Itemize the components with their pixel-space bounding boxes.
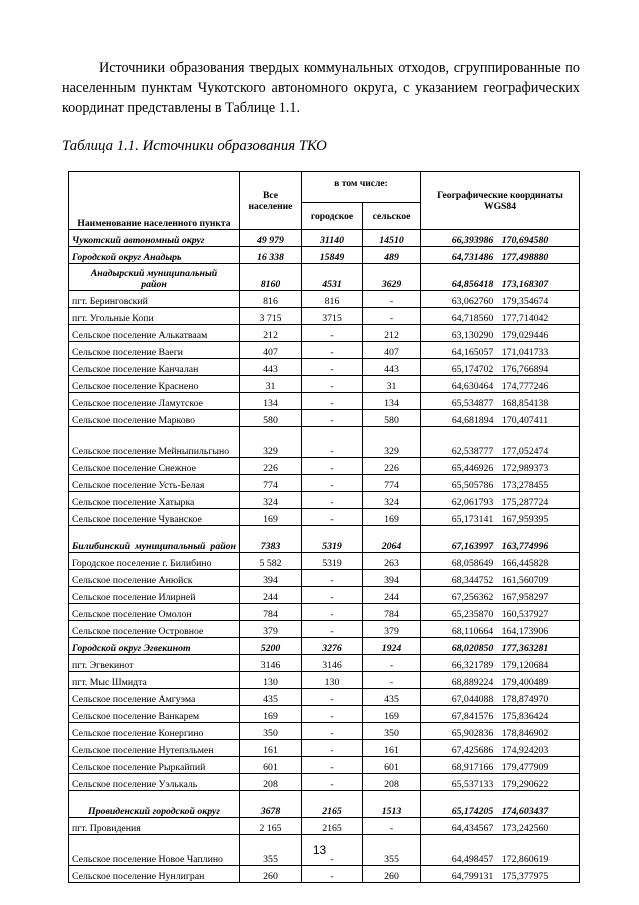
row-coords-cell: 67,256362 167,958297: [421, 587, 580, 604]
table-row: [69, 689, 580, 706]
row-coords-cell: 66,393986 170,694580: [421, 230, 580, 247]
row-name-cell: пгт. Провидения: [69, 818, 240, 835]
row-total-cell: 5 582: [240, 553, 302, 570]
row-rural-cell: 1513: [363, 791, 421, 818]
row-urban-cell: 816: [302, 291, 363, 308]
table-row: [69, 264, 580, 291]
row-urban-cell: 15849: [302, 247, 363, 264]
row-rural-cell: -: [363, 818, 421, 835]
row-name-cell: пгт. Мыс Шмидта: [69, 672, 240, 689]
row-total-cell: 355: [240, 835, 302, 866]
row-urban-cell: -: [302, 689, 363, 706]
row-coords-cell: 65,174205 174,603437: [421, 791, 580, 818]
row-urban-cell: -: [302, 458, 363, 475]
row-name-cell: Городское поселение г. Билибино: [69, 553, 240, 570]
row-urban-cell: 2165: [302, 791, 363, 818]
row-urban-cell: 2165: [302, 818, 363, 835]
row-name-cell: Сельское поселение Нутепэльмен: [69, 740, 240, 757]
header-total: Все население: [240, 172, 302, 230]
table-row: [69, 325, 580, 342]
row-total-cell: 208: [240, 774, 302, 791]
row-name-cell: Сельское поселение Канчалан: [69, 359, 240, 376]
row-total-cell: 226: [240, 458, 302, 475]
header-incl: в том числе:: [302, 172, 421, 203]
row-total-cell: 31: [240, 376, 302, 393]
row-urban-cell: -: [302, 359, 363, 376]
row-rural-cell: -: [363, 291, 421, 308]
row-coords-cell: 64,165057 171,041733: [421, 342, 580, 359]
row-rural-cell: 260: [363, 866, 421, 883]
table-row: [69, 791, 580, 818]
row-total-cell: 134: [240, 393, 302, 410]
row-urban-cell: -: [302, 393, 363, 410]
row-total-cell: 407: [240, 342, 302, 359]
row-name-cell: Сельское поселение Уэлькаль: [69, 774, 240, 791]
row-total-cell: 394: [240, 570, 302, 587]
row-total-cell: 7383: [240, 526, 302, 553]
row-urban-cell: 5319: [302, 553, 363, 570]
row-total-cell: 244: [240, 587, 302, 604]
row-rural-cell: 134: [363, 393, 421, 410]
row-total-cell: 5200: [240, 638, 302, 655]
table-row: [69, 359, 580, 376]
row-rural-cell: -: [363, 672, 421, 689]
row-coords-cell: 64,731486 177,498880: [421, 247, 580, 264]
table-row: [69, 818, 580, 835]
row-urban-cell: -: [302, 587, 363, 604]
row-rural-cell: 14510: [363, 230, 421, 247]
table-row: [69, 866, 580, 883]
row-urban-cell: 5319: [302, 526, 363, 553]
header-coords: Географические координаты WGS84: [421, 172, 580, 230]
row-name-cell: Билибинский муниципальный район: [69, 526, 240, 553]
row-total-cell: 3146: [240, 655, 302, 672]
table-row: [69, 492, 580, 509]
row-coords-cell: 65,235870 160,537927: [421, 604, 580, 621]
row-rural-cell: 329: [363, 427, 421, 458]
row-urban-cell: -: [302, 427, 363, 458]
row-total-cell: 161: [240, 740, 302, 757]
row-rural-cell: 244: [363, 587, 421, 604]
row-rural-cell: 212: [363, 325, 421, 342]
row-name-cell: пгт. Беринговский: [69, 291, 240, 308]
row-urban-cell: -: [302, 757, 363, 774]
row-urban-cell: -: [302, 706, 363, 723]
row-name-cell: Чукотский автономный округ: [69, 230, 240, 247]
table-row: [69, 509, 580, 526]
row-coords-cell: 64,681894 170,407411: [421, 410, 580, 427]
row-urban-cell: -: [302, 475, 363, 492]
row-total-cell: 435: [240, 689, 302, 706]
row-urban-cell: -: [302, 740, 363, 757]
row-total-cell: 324: [240, 492, 302, 509]
row-coords-cell: 68,917166 179,477909: [421, 757, 580, 774]
header-rural: сельское: [363, 203, 421, 230]
row-urban-cell: -: [302, 774, 363, 791]
row-coords-cell: 65,173141 167,959395: [421, 509, 580, 526]
table-row: [69, 291, 580, 308]
row-urban-cell: -: [302, 570, 363, 587]
row-coords-cell: 67,044088 178,874970: [421, 689, 580, 706]
row-urban-cell: -: [302, 509, 363, 526]
table-row: [69, 393, 580, 410]
table-row: [69, 638, 580, 655]
table-caption: Таблица 1.1. Источники образования ТКО: [62, 138, 327, 154]
row-coords-cell: 65,902836 178,846902: [421, 723, 580, 740]
row-urban-cell: 4531: [302, 264, 363, 291]
row-rural-cell: 443: [363, 359, 421, 376]
row-coords-cell: 68,058649 166,445828: [421, 553, 580, 570]
row-rural-cell: 31: [363, 376, 421, 393]
row-coords-cell: 62,061793 175,287724: [421, 492, 580, 509]
row-rural-cell: 263: [363, 553, 421, 570]
row-name-cell: Городской округ Анадырь: [69, 247, 240, 264]
row-name-cell: Сельское поселение Хатырка: [69, 492, 240, 509]
table-row: [69, 308, 580, 325]
row-urban-cell: -: [302, 376, 363, 393]
table-row: [69, 621, 580, 638]
table-row: [69, 230, 580, 247]
row-urban-cell: -: [302, 621, 363, 638]
row-total-cell: 130: [240, 672, 302, 689]
table-row: [69, 458, 580, 475]
row-rural-cell: 3629: [363, 264, 421, 291]
row-coords-cell: 64,718560 177,714042: [421, 308, 580, 325]
table-row: [69, 247, 580, 264]
row-rural-cell: 774: [363, 475, 421, 492]
row-urban-cell: 31140: [302, 230, 363, 247]
row-rural-cell: 350: [363, 723, 421, 740]
row-name-cell: пгт. Эгвекинот: [69, 655, 240, 672]
row-rural-cell: 161: [363, 740, 421, 757]
row-urban-cell: -: [302, 866, 363, 883]
row-total-cell: 169: [240, 706, 302, 723]
row-rural-cell: 435: [363, 689, 421, 706]
row-coords-cell: 63,062760 179,354674: [421, 291, 580, 308]
row-rural-cell: 169: [363, 509, 421, 526]
row-coords-cell: 67,163997 163,774996: [421, 526, 580, 553]
row-name-cell: Сельское поселение Краснено: [69, 376, 240, 393]
row-total-cell: 3 715: [240, 308, 302, 325]
table-row: [69, 410, 580, 427]
row-rural-cell: 489: [363, 247, 421, 264]
row-name-cell: Провиденский городской округ: [69, 791, 240, 818]
table-row: [69, 672, 580, 689]
row-total-cell: 169: [240, 509, 302, 526]
row-name-cell: Сельское поселение Нунлигран: [69, 866, 240, 883]
row-coords-cell: 64,630464 174,777246: [421, 376, 580, 393]
row-name-cell: Сельское поселение Ванкарем: [69, 706, 240, 723]
row-coords-cell: 67,425686 174,924203: [421, 740, 580, 757]
row-name-cell: Сельское поселение Усть-Белая: [69, 475, 240, 492]
row-name-cell: Сельское поселение Ламутское: [69, 393, 240, 410]
row-rural-cell: 580: [363, 410, 421, 427]
header-urban: городское: [302, 203, 363, 230]
table-body: [69, 230, 580, 883]
row-rural-cell: 208: [363, 774, 421, 791]
row-total-cell: 2 165: [240, 818, 302, 835]
row-urban-cell: -: [302, 604, 363, 621]
row-name-cell: Городской округ Эгвекинот: [69, 638, 240, 655]
table-row: [69, 475, 580, 492]
table-row: [69, 655, 580, 672]
row-name-cell: Сельское поселение Марково: [69, 410, 240, 427]
row-rural-cell: 407: [363, 342, 421, 359]
row-name-cell: Сельское поселение Амгуэма: [69, 689, 240, 706]
table-row: [69, 587, 580, 604]
page-number: 13: [312, 843, 327, 857]
tko-sources-table: [68, 171, 580, 883]
table-row: [69, 740, 580, 757]
row-rural-cell: -: [363, 308, 421, 325]
row-name-cell: Сельское поселение Илирней: [69, 587, 240, 604]
row-urban-cell: -: [302, 410, 363, 427]
row-total-cell: 784: [240, 604, 302, 621]
table-row: [69, 723, 580, 740]
row-urban-cell: -: [302, 723, 363, 740]
row-name-cell: пгт. Угольные Копи: [69, 308, 240, 325]
table-row: [69, 757, 580, 774]
row-total-cell: 443: [240, 359, 302, 376]
row-name-cell: Сельское поселение Новое Чаплино: [69, 835, 240, 866]
row-coords-cell: 65,174702 176,766894: [421, 359, 580, 376]
row-total-cell: 260: [240, 866, 302, 883]
row-urban-cell: -: [302, 492, 363, 509]
table-row: [69, 604, 580, 621]
table-row: [69, 427, 580, 458]
row-total-cell: 379: [240, 621, 302, 638]
row-total-cell: 774: [240, 475, 302, 492]
table-row: [69, 570, 580, 587]
table-row: [69, 526, 580, 553]
row-coords-cell: 62,538777 177,052474: [421, 427, 580, 458]
row-name-cell: Сельское поселение Островное: [69, 621, 240, 638]
table-row: [69, 774, 580, 791]
row-total-cell: 601: [240, 757, 302, 774]
row-total-cell: 212: [240, 325, 302, 342]
table-row: [69, 376, 580, 393]
row-total-cell: 3678: [240, 791, 302, 818]
row-name-cell: Анадырский муниципальный район: [69, 264, 240, 291]
row-name-cell: Сельское поселение Конергино: [69, 723, 240, 740]
row-name-cell: Сельское поселение Рыркайпий: [69, 757, 240, 774]
row-coords-cell: 68,020850 177,363281: [421, 638, 580, 655]
row-name-cell: Сельское поселение Анюйск: [69, 570, 240, 587]
table-row: [69, 706, 580, 723]
header-name: Наименование населенного пункта: [69, 172, 240, 230]
row-coords-cell: 64,799131 175,377975: [421, 866, 580, 883]
row-coords-cell: 65,537133 179,290622: [421, 774, 580, 791]
row-coords-cell: 68,344752 161,560709: [421, 570, 580, 587]
row-urban-cell: -: [302, 325, 363, 342]
row-rural-cell: 2064: [363, 526, 421, 553]
row-coords-cell: 68,889224 179,400489: [421, 672, 580, 689]
row-coords-cell: 65,505786 173,278455: [421, 475, 580, 492]
row-urban-cell: 130: [302, 672, 363, 689]
row-rural-cell: -: [363, 655, 421, 672]
row-name-cell: Сельское поселение Мейныпильгыно: [69, 427, 240, 458]
row-coords-cell: 65,446926 172,989373: [421, 458, 580, 475]
row-urban-cell: -: [302, 342, 363, 359]
intro-paragraph: Источники образования твердых коммунальных отходов, сгруппированные по населенным пунктам Чукотского автономного округа, с указанием географических координат представлены в Таблице 1.1.: [62, 60, 580, 116]
row-name-cell: Сельское поселение Снежное: [69, 458, 240, 475]
row-urban-cell: 3146: [302, 655, 363, 672]
row-total-cell: 16 338: [240, 247, 302, 264]
row-rural-cell: 394: [363, 570, 421, 587]
row-urban-cell: 3715: [302, 308, 363, 325]
row-name-cell: Сельское поселение Алькатваам: [69, 325, 240, 342]
row-coords-cell: 66,321789 179,120684: [421, 655, 580, 672]
row-rural-cell: 1924: [363, 638, 421, 655]
row-rural-cell: 601: [363, 757, 421, 774]
table-row: [69, 553, 580, 570]
row-rural-cell: 226: [363, 458, 421, 475]
row-coords-cell: 64,498457 172,860619: [421, 835, 580, 866]
row-rural-cell: 355: [363, 835, 421, 866]
row-total-cell: 350: [240, 723, 302, 740]
row-urban-cell: 3276: [302, 638, 363, 655]
row-total-cell: 329: [240, 427, 302, 458]
row-rural-cell: 324: [363, 492, 421, 509]
row-coords-cell: 64,856418 173,168307: [421, 264, 580, 291]
row-rural-cell: 784: [363, 604, 421, 621]
row-name-cell: Сельское поселение Омолон: [69, 604, 240, 621]
row-coords-cell: 64,434567 173,242560: [421, 818, 580, 835]
row-coords-cell: 67,841576 175,836424: [421, 706, 580, 723]
row-total-cell: 8160: [240, 264, 302, 291]
row-name-cell: Сельское поселение Ваеги: [69, 342, 240, 359]
row-total-cell: 816: [240, 291, 302, 308]
row-total-cell: 580: [240, 410, 302, 427]
row-name-cell: Сельское поселение Чуванское: [69, 509, 240, 526]
row-total-cell: 49 979: [240, 230, 302, 247]
row-urban-cell: -: [302, 835, 363, 866]
table-row: [69, 342, 580, 359]
row-rural-cell: 379: [363, 621, 421, 638]
row-rural-cell: 169: [363, 706, 421, 723]
row-coords-cell: 63,130290 179,029446: [421, 325, 580, 342]
row-coords-cell: 68,110664 164,173906: [421, 621, 580, 638]
row-coords-cell: 65,534877 168,854138: [421, 393, 580, 410]
